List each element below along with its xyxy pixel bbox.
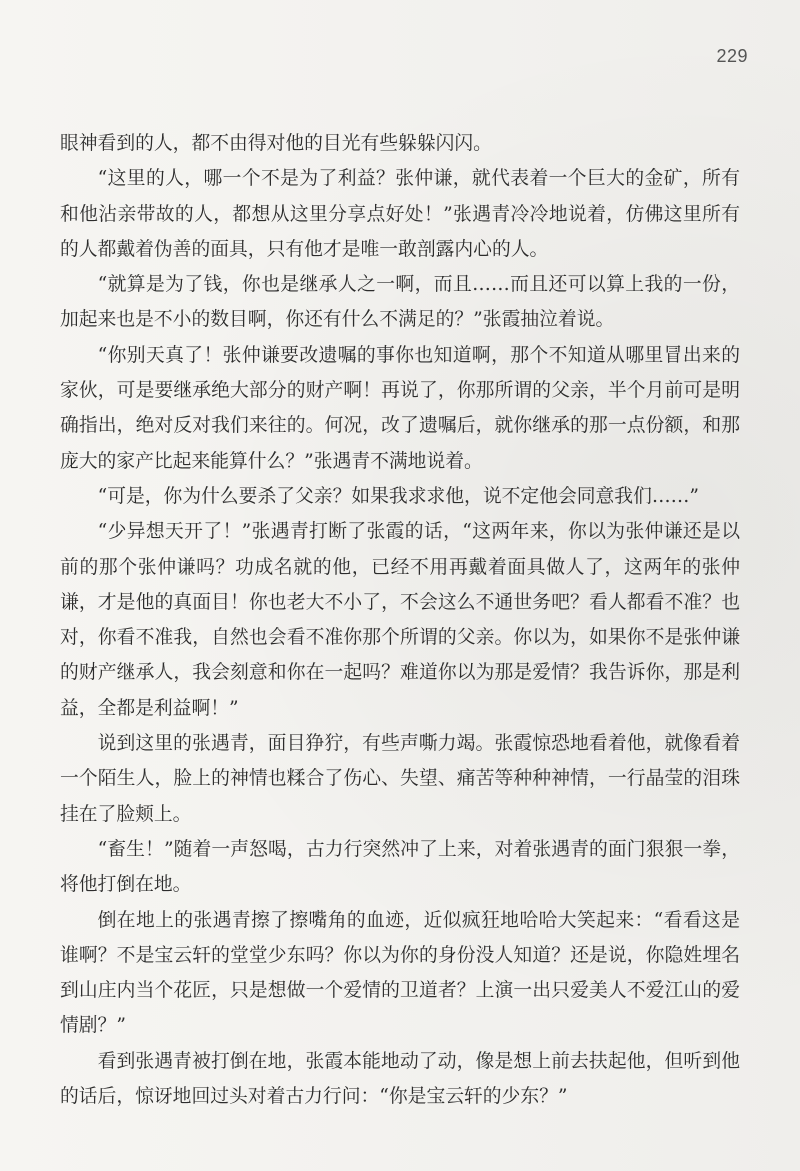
paragraph: “畜生！”随着一声怒喝，古力行突然冲了上来，对着张遇青的面门狠狠一拳，将他打倒在地。 bbox=[60, 838, 740, 896]
paragraph: “可是，你为什么要杀了父亲？如果我求求他，说不定他会同意我们……” bbox=[97, 485, 700, 507]
body-text bbox=[60, 126, 740, 1114]
paragraph: 说到这里的张遇青，面目狰狞，有些声嘶力竭。张霞惊恐地看着他，就像看着一个陌生人，脸上的神情也糅合了伤心、失望、痛苦等种种神情，一行晶莹的泪珠挂在了脸颊上。 bbox=[60, 733, 740, 825]
paragraph: “你别天真了！张仲谦要改遗嘱的事你也知道啊，那个不知道从哪里冒出来的家伙，可是要继承绝大部分的财产啊！再说了，你那所谓的父亲，半个月前可是明确指出，绝对反对我们来往的。何况，改了遗嘱后，就你继承的那一点份额，和那庞大的家产比起来能算什么？”张遇青不满地说着。 bbox=[60, 344, 740, 472]
paragraph: “就算是为了钱，你也是继承人之一啊，而且……而且还可以算上我的一份，加起来也是不小的数目啊，你还有什么不满足的？”张霞抽泣着说。 bbox=[60, 274, 740, 331]
paragraph: 倒在地上的张遇青擦了擦嘴角的血迹，近似疯狂地哈哈大笑起来：“看看这是谁啊？不是宝云轩的堂堂少东吗？你以为你的身份没人知道？还是说，你隐姓埋名到山庄内当个花匠，只是想做一个爱情的卫道者？上演一出只爱美人不爱江山的爱情剧？” bbox=[60, 909, 740, 1037]
paragraph: “少异想天开了！”张遇青打断了张霞的话，“这两年来，你以为张仲谦还是以前的那个张仲谦吗？功成名就的他，已经不用再戴着面具做人了，这两年的张仲谦，才是他的真面目！你也老大不小了，不会这么不通世务吧？看人都看不准？也对，你看不准我，自然也会看不准你那个所谓的父亲。你以为，如果你不是张仲谦的财产继承人，我会刻意和你在一起吗？难道你以为那是爱情？我告诉你，那是利益，全都是利益啊！” bbox=[60, 521, 740, 719]
page-number: 229 bbox=[716, 46, 748, 66]
paragraph: 看到张遇青被打倒在地，张霞本能地动了动，像是想上前去扶起他，但听到他的话后，惊讶地回过头对着古力行问：“你是宝云轩的少东？” bbox=[60, 1050, 740, 1108]
paragraph: 眼神看到的人，都不由得对他的目光有些躲躲闪闪。 bbox=[60, 133, 492, 154]
paragraph: “这里的人，哪一个不是为了利益？张仲谦，就代表着一个巨大的金矿，所有和他沾亲带故的人，都想从这里分享点好处！”张遇青冷冷地说着，仿佛这里所有的人都戴着伪善的面具，只有他才是唯一敢剖露内心的人。 bbox=[60, 168, 740, 260]
